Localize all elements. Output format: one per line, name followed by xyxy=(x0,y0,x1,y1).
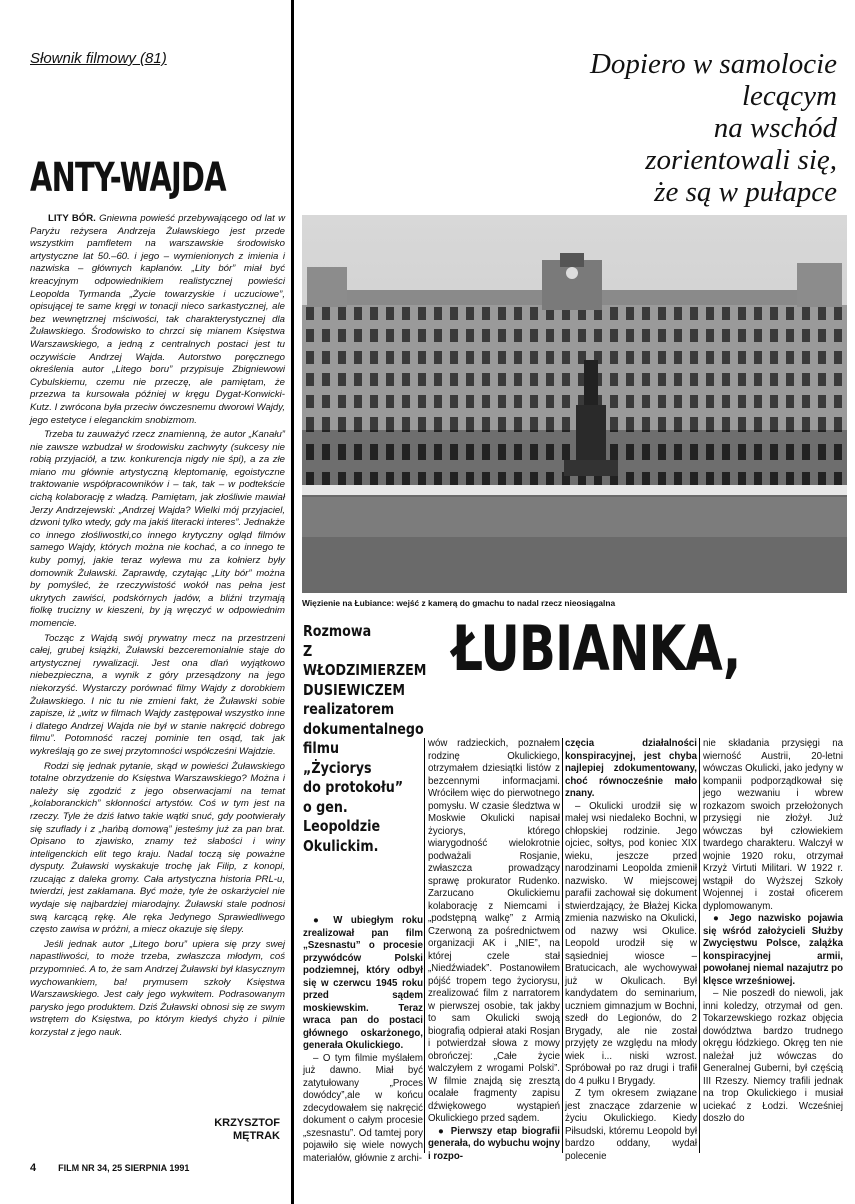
headline-quote xyxy=(417,48,837,208)
left-column xyxy=(30,45,285,1165)
interviewer-question: ● Pierwszy etap biografii generała, do wybuchu wojny i rozpo- xyxy=(428,1125,560,1162)
intro-line: do protokołu” xyxy=(303,778,404,796)
building-illustration xyxy=(302,215,847,593)
interview-column-1 xyxy=(303,915,423,1165)
column-rule xyxy=(562,738,563,1153)
paragraph: Trzeba tu zauważyć rzecz znamienną, że autor „Kanału” nie zawsze wzbudzał w środowisku zachwyty (sukcesy nie robią przyjaciół, a tzw. konkurencja nigdy nie śpi), a za złe miano mu głównie artystyczną kleptomanię, egoistyczne traktowanie współpracowników i – tak, tak – w podtekście cichą kolaborację z władzą. Pamiętam, jak złośliwie mawiał Jerzy Andrzejewski: „Andrzej Wajda? Wielki mój przyjaciel, dzwoni tylko wtedy, gdy ma jakiś literacki interes”. Jednakże co innego złośliwostki,co innego krytyczny ogląd filmów samego Wajdy, których można nie kochać, a co innego te kuby pomyj, jakie teraz wylewa mu za kołnierz były domownik Żuławski. Zaprawdę, czytając „Lity bór” można by pomyśleć, że rzeczywistość wokół nas pełna jest ukrytych zawiści, podskórnych jadów, a bliźni trzymają fiolkę trucizny w kieszeni, by ją wręczyć w odpowiednim momencie. xyxy=(30,429,285,629)
paragraph-text: Gniewna powieść przebywającego od lat w Paryżu reżysera Andrzeja Żuławskiego jest przede wszystkim pamfletem na warszawskie środowisko artystyczne lat 50.–60. i jego – wymienionych z imienia i nazwiska – głównych kapłanów. „Lity bór” miał być kreacyjnym odpowiednikiem realistycznej powieści Leopolda Tyrmanda „Życie towarzyskie i uczuciowe”, opisującej te same kręgi w tonacji nieco sarkastycznej, ale bez wewnętrznej mściwości, tak charakterystycznej dla Żuławskiego. Środowisko to chrzci się mianem Księstwa Warszawskiego, a jedną z centralnych postaci jest tu oczywiście Andrzej Wajda. Autorstwo poręcznego określenia autor „Litego boru” przypisuje Zbigniewowi Cybulskiemu, czemu nie przeczę, ale pamiętam, że przezwa ta kursowała później w kręgu Dygat-Konwicki-Kutz. I zwrócona była przeciw ówczesnemu dworowi Wajdy, jego estetyce i eleganckim snobizmom. xyxy=(30,213,285,426)
page-footer xyxy=(30,1162,189,1174)
interviewee-answer: – Nie poszedł do niewoli, jak inni koledzy, otrzymał od gen. Tokarzewskiego rozkaz objęcia dowództwa bardzo trudnego okręgu łódzkiego. Okręg ten nie należał już wówczas do Generalnej Guberni, był częścią III Rzeszy. Niemcy trafili jednak na trop Okulickiego i musiał uciekać z Łodzi. Wcześniej doszło do xyxy=(703,988,843,1124)
interviewer-question: częcia działalności konspiracyjnej, jest chyba najlepiej zdokumentowany, choć równocześnie mało znany. xyxy=(565,738,697,799)
interviewee-answer: Z tym okresem związane jest znaczące zdarzenie w życiu Okulickiego. Kiedy Piłsudski, któremu Leopold był bardzo oddany, wydał polecenie xyxy=(565,1088,697,1162)
intro-line: „Życiorys xyxy=(303,758,372,777)
interview-column-4 xyxy=(703,738,843,1126)
intro-line: dokumentalnego xyxy=(303,719,424,738)
interview-column-2 xyxy=(428,738,560,1163)
paragraph: Jeśli jednak autor „Litego boru” upiera się przy swej napastliwości, to może trzeba, zwłaszcza młodym, coś przypomnieć. A to, że sam Andrzej Żuławski był klasycznym wychowankiem, ba! prymusem szkoły Księstwa Warszawskiego. Jest cały jego wykwitem. Podrasowanym parysko jego produktem. Dziś Żuławski obnosi się ze swym wstrętem do Księstwa, po którym kiedyś chyżo i pilnie korzystał z jego nauk. xyxy=(30,938,285,1038)
author-signature xyxy=(214,1117,280,1143)
headline-line: że są w pułapce xyxy=(654,176,837,208)
interviewee-answer: – O tym filmie myślałem już dawno. Miał być zatytułowany „Proces dowódcy”,ale w końcu zdecydowałem się nakręcić dokument o całym procesie „szesnastu”. Od tamtej pory pojawiło się wiele nowych materiałów, głównie z archi- xyxy=(303,1052,423,1164)
article-title: ANTY-WAJDA xyxy=(30,155,226,201)
issue-info: FILM NR 34, 25 SIERPNIA 1991 xyxy=(58,1163,190,1173)
paragraph: Rodzi się jednak pytanie, skąd w powieści Żuławskiego totalne obrzydzenie do Księstwa Warszawskiego? Można i należy się zgodzić z jego obserwacjami na temat „kolaboranckich” skłonności artystów. Coś w tym jest na rzeczy. Tyle że dziś łatwo takie wątki snuć, gdy pootwierały się szuflady i z „hańbą domową” jesteśmy już za pan brat. Opisano to zjawisko, znamy też słabości i winy inteligenckich elit tego kraju. Nadal toczą się poważne dysputy. Żuławski wyskakuje trochę jak Filip, z konopi, rzucając z daleka gromy. Cała artystyczna historia PRL-u, twierdzi, jest zakłamana. Być może, tyle że oskarżyciel nie wydaje się najbardziej miarodajny. Żuławski stale podnosi swą karcącą rękę. Ale ręka Jedynego Sprawiedliwego często zawisa w próżni, a miecz okazuje się ślepy. xyxy=(30,760,285,936)
interviewee-answer: wów radzieckich, poznałem rodzinę Okulickiego, otrzymałem dziesiątki listów z bezcennymi informacjami. Wróciłem więc do pierwotnego pomysłu. W czasie śledztwa w Moskwie Okulicki napisał życiorys, którego wiarygodność wielokrotnie podważali Rosjanie, zwłaszcza prowadzący sprawę prokurator Rudenko. Zarzucano Okulickiemu kolaborację z Niemcami i „podstępną walkę” z Armią Czerwoną za pośrednictwem organizacji AK i „NIE”, na której czele stał „Niedźwiadek”. Postanowiłem pójść tropem tego życiorysu, zrealizować film z narratorem w pierwszej osobie, tak jakby to sam Okulicki swoją biografią odpierał ataki Rosjan i potwierdzał słowa z mowy obrończej: „Całe życie walczyłem z wrogami Polski”. W filmie znajdą się zresztą ocalałe fragmenty zapisu dźwiękowego wystąpień Okulickiego przed sądem. xyxy=(428,738,560,1124)
headline-line: Dopiero w samolocie xyxy=(589,48,837,80)
intro-line: Rozmowa xyxy=(303,622,372,640)
intro-line: Okulickim. xyxy=(303,836,379,855)
interviewee-answer: – Okulicki urodził się w małej wsi niedaleko Bochni, w chłopskiej rodzinie. Jego ojciec, sołtys, pod koniec XIX wieku, jeszcze przed narodzinami Leopolda zmienił nazwisko. W miejscowej parafii zachował się dokument stwierdzający, że Błażej Kicka zmienia nazwisko na Okulicki, od nazwy wsi Okulice. Leopold urodził się w sąsiedniej wiosce – Bratucicach, ale wychowywał już w Okulicach. Był kandydatem do seminarium, uczniem gimnazjum w Bochni, szedł do Legionów, do 2 Brygady, ale nie został przyjęty ze względu na młody wiek i... niski wzrost. Spróbował po raz drugi i trafił do 4 pułku I Brygady. xyxy=(565,800,697,1087)
headline-line: lecącym xyxy=(742,80,837,112)
interview-intro xyxy=(303,622,427,856)
headline-line: zorientowali się, xyxy=(645,144,837,176)
intro-line: DUSIEWICZEM xyxy=(303,680,406,699)
headline-line: na wschód xyxy=(713,112,837,144)
main-title: ŁUBIANKA, xyxy=(452,612,741,685)
interview-column-3 xyxy=(565,738,697,1163)
paragraph xyxy=(30,213,285,427)
section-label: Słownik filmowy (81) xyxy=(30,50,167,67)
author-last-name: MĘTRAK xyxy=(232,1130,280,1142)
article-body xyxy=(30,213,285,1042)
author-first-name: KRZYSZTOF xyxy=(214,1117,280,1129)
page-number: 4 xyxy=(30,1162,37,1174)
intro-line: filmu xyxy=(303,739,340,757)
intro-line: Z WŁODZIMIERZEM xyxy=(303,641,427,679)
column-divider xyxy=(291,0,294,1204)
paragraph: Tocząc z Wajdą swój prywatny mecz na przestrzeni całej, grubej książki, Żuławski bezceremonialnie staje do artystycznej rywalizacji. Jest ona dlań wyjątkowo niebezpieczna, a wynik z góry przesądzony na jego niekorzyść. Wystarczy porównać filmy Wajdy z dorobkiem Żuławskiego. I nic tu nie zmieni fakt, że Żuławski sobie zapisze, iż „witz w filmach Wajdy zastępował wszystko inne i dlatego Andrzej Wajda nie był w stanie nakręcić dobrego filmu”. Potomność raczej pominie ten osąd, tak jak wykreślają go ze swej przytomności współcześni Wajdzie. xyxy=(30,632,285,757)
lead-term: LITY BÓR. xyxy=(48,213,96,224)
intro-line: o gen. xyxy=(303,797,348,816)
lubianka-building-photo xyxy=(302,215,847,593)
interviewee-answer: nie składania przysięgi na wierność Austrii, 20-letni wówczas Okulicki, jako jedyny w kompanii podporządkował się jego wezwaniu i wbrew rozkazom swoich przełożonych przysięgi nie złożył. Już wówczas był człowiekiem twardego charakteru. Walczył w wojnie 1920 roku, otrzymał Krzyż Virtuti Militari. W 1922 r. wstąpił do Wyższej Szkoły Wojennej i został oficerem dyplomowanym. xyxy=(703,738,843,912)
intro-line: Leopoldzie xyxy=(303,817,381,835)
interviewer-question: ● W ubiegłym roku zrealizował pan film „Szesnastu” o procesie przywódców Polski podziemnej, który odbył się w czerwcu 1945 roku przed sądem moskiewskim. Teraz wraca pan do postaci głównego oskarżonego, generała Okulickiego. xyxy=(303,915,423,1051)
interviewer-question: ● Jego nazwisko pojawia się wśród założycieli Służby Zwycięstwu Polsce, zalążka konspiracyjnej armii, powołanej niemal nazajutrz po klęsce wrześniowej. xyxy=(703,913,843,987)
intro-line: realizatorem xyxy=(303,700,395,718)
column-rule xyxy=(424,738,425,1153)
photo-caption: Więzienie na Łubiance: wejść z kamerą do gmachu to nadal rzecz nieosiągalna xyxy=(302,598,616,608)
column-rule xyxy=(699,738,700,1153)
